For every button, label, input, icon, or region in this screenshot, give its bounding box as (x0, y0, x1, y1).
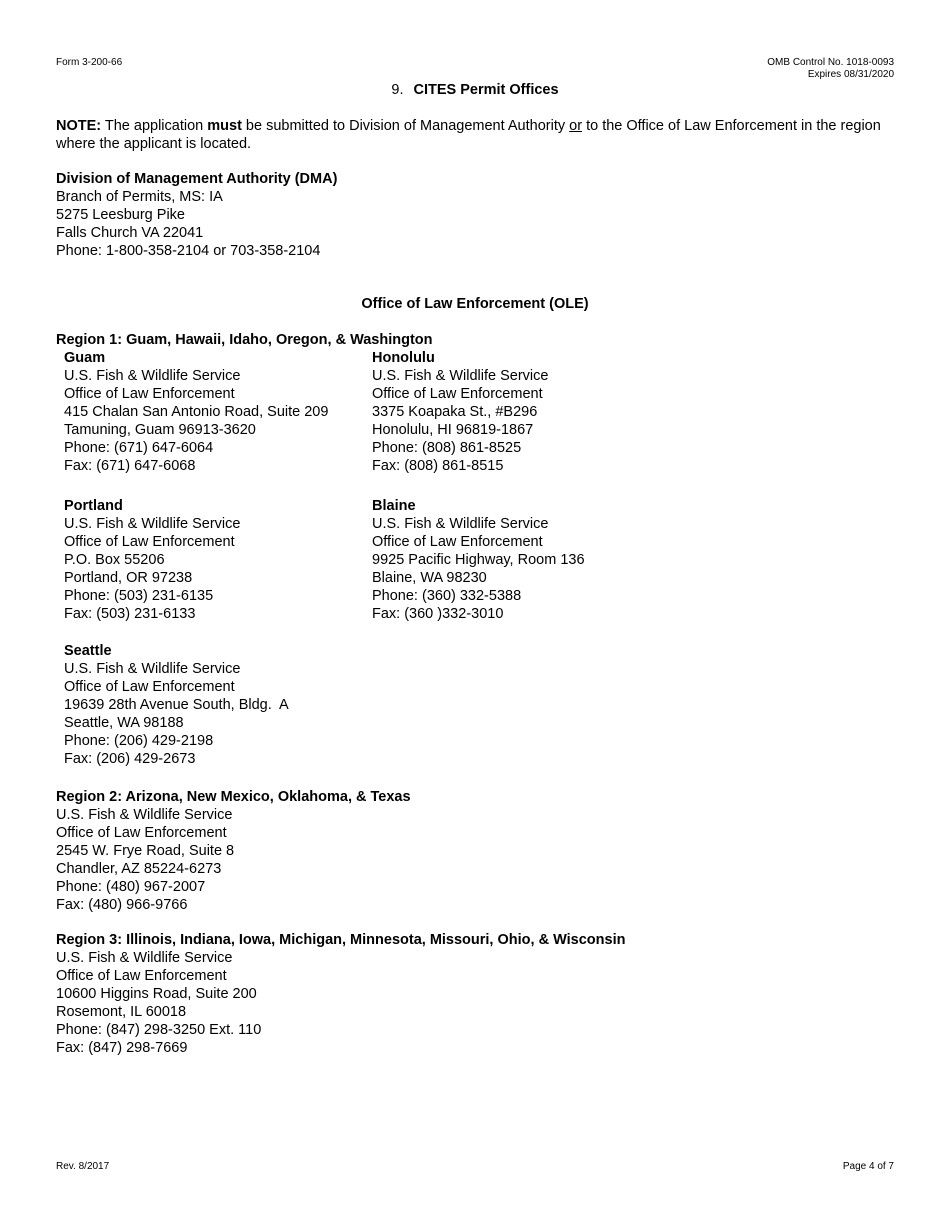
form-number: Form 3-200-66 (56, 57, 123, 68)
office-line: Tamuning, Guam 96913-3620 (64, 422, 256, 438)
office-fax: Fax: (808) 861-8515 (372, 458, 504, 474)
region2-line: Chandler, AZ 85224-6273 (56, 861, 222, 877)
office-name: Seattle (64, 643, 112, 659)
note-text-3: to the Office of Law Enforcement in the region where the applicant is located. (56, 118, 881, 152)
omb-control-block (767, 57, 894, 81)
ole-heading: Office of Law Enforcement (OLE) (361, 296, 589, 312)
section-number: 9. (391, 82, 404, 98)
region2-line: U.S. Fish & Wildlife Service (56, 807, 233, 823)
dma-block (56, 170, 337, 260)
office-line: U.S. Fish & Wildlife Service (372, 368, 549, 384)
office-fax: Fax: (360 )332-3010 (372, 606, 504, 622)
office-line: 9925 Pacific Highway, Room 136 (372, 552, 585, 568)
region2-line: Office of Law Enforcement (56, 825, 227, 841)
region3-line: 10600 Higgins Road, Suite 200 (56, 986, 257, 1002)
region3-phone: Phone: (847) 298-3250 Ext. 110 (56, 1022, 262, 1038)
office-line: Office of Law Enforcement (64, 386, 235, 402)
office-line: 3375 Koapaka St., #B296 (372, 404, 538, 420)
office-line: 19639 28th Avenue South, Bldg. A (64, 697, 289, 713)
region2-line: 2545 W. Frye Road, Suite 8 (56, 843, 235, 859)
region3-block (56, 931, 625, 1057)
office-line: P.O. Box 55206 (64, 552, 165, 568)
office-name: Portland (64, 498, 123, 514)
office-line: Portland, OR 97238 (64, 570, 193, 586)
office-line: U.S. Fish & Wildlife Service (64, 516, 241, 532)
office-line: Seattle, WA 98188 (64, 715, 184, 731)
dma-line: Branch of Permits, MS: IA (56, 189, 223, 205)
region3-line: Office of Law Enforcement (56, 968, 227, 984)
office-line: Office of Law Enforcement (64, 534, 235, 550)
region3-fax: Fax: (847) 298-7669 (56, 1040, 188, 1056)
dma-title: Division of Management Authority (DMA) (56, 171, 338, 187)
office-phone: Phone: (503) 231-6135 (64, 588, 214, 604)
office-line: Office of Law Enforcement (372, 534, 543, 550)
office-name: Honolulu (372, 350, 435, 366)
note-label: NOTE: (56, 118, 102, 134)
region3-line: Rosemont, IL 60018 (56, 1004, 187, 1020)
region2-block (56, 788, 411, 914)
region1-title: Region 1: Guam, Hawaii, Idaho, Oregon, & Washington (56, 332, 433, 348)
region2-fax: Fax: (480) 966-9766 (56, 897, 188, 913)
office-fax: Fax: (503) 231-6133 (64, 606, 196, 622)
office-line: 415 Chalan San Antonio Road, Suite 209 (64, 404, 329, 420)
omb-control-number: OMB Control No. 1018-0093 (767, 57, 894, 68)
office-seattle (64, 642, 289, 768)
section-title (0, 81, 950, 99)
office-phone: Phone: (808) 861-8525 (372, 440, 522, 456)
region3-line: U.S. Fish & Wildlife Service (56, 950, 233, 966)
office-line: Blaine, WA 98230 (372, 570, 487, 586)
office-name: Blaine (372, 498, 416, 514)
note-text-1: The application (101, 118, 208, 134)
region2-phone: Phone: (480) 967-2007 (56, 879, 206, 895)
dma-line: Falls Church VA 22041 (56, 225, 204, 241)
office-blaine (372, 497, 585, 623)
office-portland (64, 497, 240, 623)
revision-date: Rev. 8/2017 (56, 1161, 110, 1172)
expiration-date: Expires 08/31/2020 (807, 69, 894, 80)
office-phone: Phone: (671) 647-6064 (64, 440, 214, 456)
office-fax: Fax: (206) 429-2673 (64, 751, 196, 767)
office-line: U.S. Fish & Wildlife Service (372, 516, 549, 532)
note-must: must (207, 118, 242, 134)
page-number: Page 4 of 7 (842, 1161, 894, 1172)
office-line: Office of Law Enforcement (372, 386, 543, 402)
note-text-2: be submitted to Division of Management Authority (241, 118, 570, 134)
office-line: Office of Law Enforcement (64, 679, 235, 695)
section-title-text: CITES Permit Offices (413, 82, 559, 98)
office-honolulu (372, 349, 548, 475)
office-line: U.S. Fish & Wildlife Service (64, 661, 241, 677)
office-phone: Phone: (206) 429-2198 (64, 733, 214, 749)
office-line: U.S. Fish & Wildlife Service (64, 368, 241, 384)
office-guam (64, 349, 328, 475)
office-name: Guam (64, 350, 106, 366)
office-fax: Fax: (671) 647-6068 (64, 458, 196, 474)
office-line: Honolulu, HI 96819-1867 (372, 422, 534, 438)
region3-title: Region 3: Illinois, Indiana, Iowa, Michigan, Minnesota, Missouri, Ohio, & Wisconsin (56, 932, 626, 948)
note-paragraph (56, 117, 901, 153)
office-phone: Phone: (360) 332-5388 (372, 588, 522, 604)
dma-phone: Phone: 1-800-358-2104 or 703-358-2104 (56, 243, 321, 259)
region2-title: Region 2: Arizona, New Mexico, Oklahoma, & Texas (56, 789, 411, 805)
note-or: or (569, 118, 583, 134)
dma-line: 5275 Leesburg Pike (56, 207, 185, 223)
